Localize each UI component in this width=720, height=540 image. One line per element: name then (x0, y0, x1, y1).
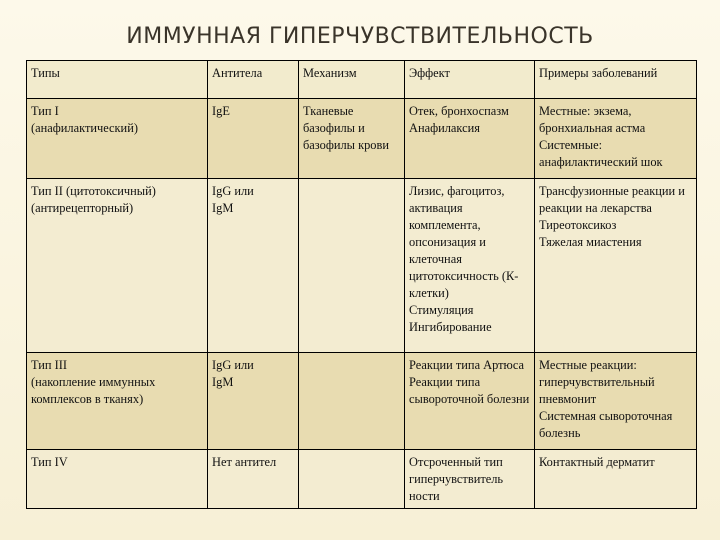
cell-antibodies: IgG или IgM (208, 353, 299, 450)
slide-title: ИММУННАЯ ГИПЕРЧУВСТВИТЕЛЬНОСТЬ (126, 24, 594, 49)
cell-type: Тип III (накопление иммунных комплексов в тканях) (27, 353, 208, 450)
header-cell-antibodies: Антитела (208, 61, 299, 99)
cell-examples: Трансфузионные реакции и реакции на лекарства Тиреотоксикоз Тяжелая миастения (535, 179, 697, 353)
header-cell-examples: Примеры заболеваний (535, 61, 697, 99)
cell-antibodies: Нет антител (208, 450, 299, 509)
cell-type: Тип IV (27, 450, 208, 509)
cell-effect: Реакции типа Артюса Реакции типа сывороточной болезни (405, 353, 535, 450)
cell-examples: Контактный дерматит (535, 450, 697, 509)
header-cell-types: Типы (27, 61, 208, 99)
table-row (27, 353, 697, 450)
cell-examples: Местные: экзема, бронхиальная астма Системные: анафилактический шок (535, 99, 697, 179)
cell-antibodies: IgE (208, 99, 299, 179)
table-row (27, 179, 697, 353)
table-row (27, 99, 697, 179)
cell-effect: Отек, бронхоспазм Анафилаксия (405, 99, 535, 179)
cell-type: Тип I (анафилактический) (27, 99, 208, 179)
header-cell-mechanism: Механизм (299, 61, 405, 99)
cell-mechanism (299, 353, 405, 450)
header-cell-effect: Эффект (405, 61, 535, 99)
table-row (27, 450, 697, 509)
cell-effect: Отсроченный тип гиперчувствитель ности (405, 450, 535, 509)
hypersensitivity-table (26, 60, 697, 509)
cell-effect: Лизис, фагоцитоз, активация комплемента, опсонизация и клеточная цитотоксичность (К-клетки) Стимуляция Ингибирование (405, 179, 535, 353)
cell-examples: Местные реакции: гиперчувствительный пневмонит Системная сывороточная болезнь (535, 353, 697, 450)
cell-mechanism (299, 450, 405, 509)
cell-mechanism: Тканевые базофилы и базофилы крови (299, 99, 405, 179)
cell-mechanism (299, 179, 405, 353)
cell-antibodies: IgG или IgM (208, 179, 299, 353)
table-header-row (27, 61, 697, 99)
cell-type: Тип II (цитотоксичный) (антирецепторный) (27, 179, 208, 353)
